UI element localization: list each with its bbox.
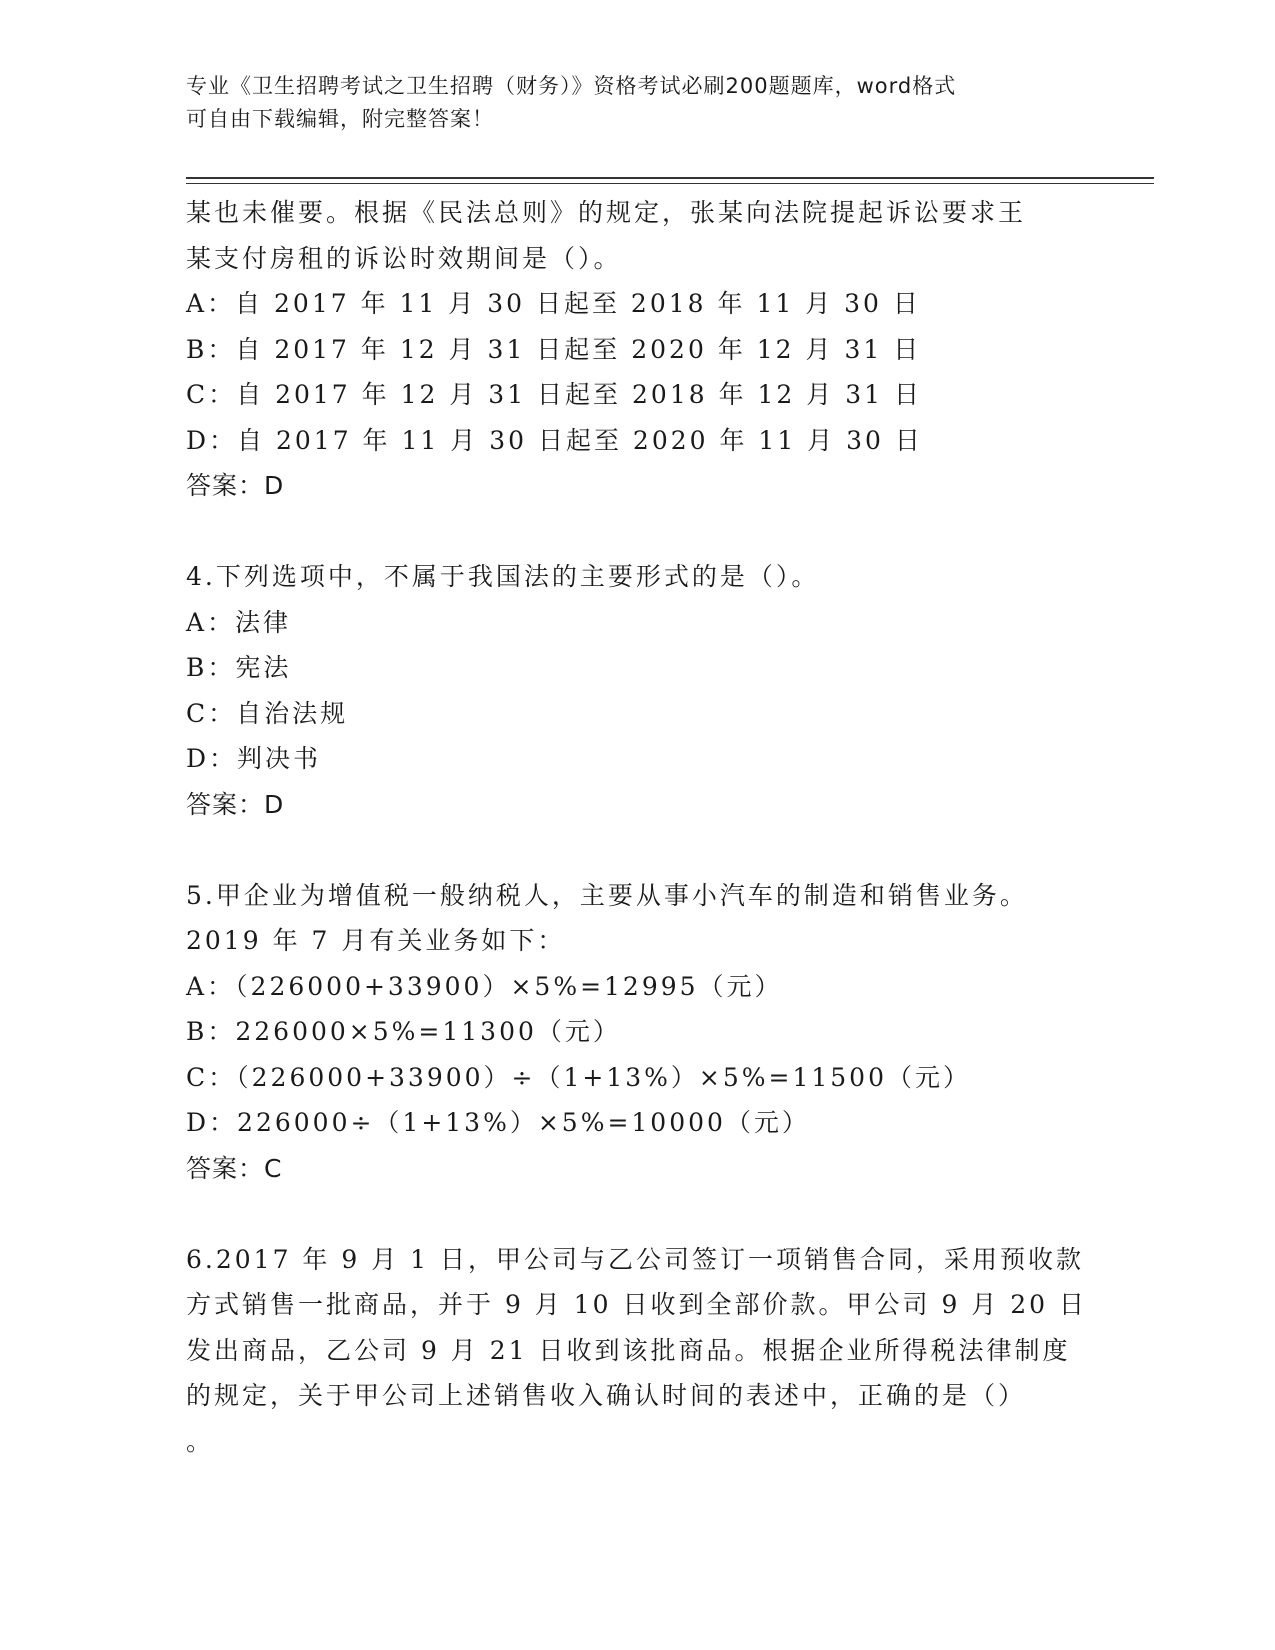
header-divider-thin (186, 183, 1154, 184)
question-6 (186, 1237, 1086, 1465)
option-b: B：宪法 (186, 653, 292, 682)
question-stem: 。 (186, 1426, 215, 1456)
question-4 (186, 554, 1086, 827)
answer-line: 答案：D (186, 471, 285, 500)
option-a: A：（226000+33900）×5%=12995（元） (186, 971, 783, 1001)
question-stem: 某也未催要。根据《民法总则》的规定，张某向法院提起诉讼要求王 (186, 198, 1027, 227)
document-body (186, 190, 1086, 1464)
option-c: C：自 2017 年 12 月 31 日起至 2018 年 12 月 31 日 (186, 380, 922, 409)
option-b: B：自 2017 年 12 月 31 日起至 2020 年 12 月 31 日 (186, 334, 922, 364)
option-d: D：226000÷（1+13%）×5%=10000（元） (186, 1108, 810, 1137)
question-stem: 发出商品，乙公司 9 月 21 日收到该批商品。根据企业所得税法律制度 (186, 1335, 1071, 1365)
spacer (186, 827, 1086, 873)
option-d: D：自 2017 年 11 月 30 日起至 2020 年 11 月 30 日 (186, 425, 923, 455)
option-a: A：自 2017 年 11 月 30 日起至 2018 年 11 月 30 日 (186, 289, 921, 318)
question-stem: 5.甲企业为增值税一般纳税人，主要从事小汽车的制造和销售业务。 (186, 880, 1028, 910)
answer-line: 答案：C (186, 1153, 283, 1183)
question-stem: 某支付房租的诉讼时效期间是（）。 (186, 243, 622, 273)
spacer (186, 1191, 1086, 1237)
option-c: C：自治法规 (186, 698, 349, 728)
question-stem: 的规定，关于甲公司上述销售收入确认时间的表述中，正确的是（） (186, 1381, 1027, 1410)
header-divider-thick (186, 177, 1154, 179)
option-d: D：判决书 (186, 744, 322, 773)
option-c: C：（226000+33900）÷（1+13%）×5%=11500（元） (186, 1062, 971, 1092)
answer-line: 答案：D (186, 789, 285, 819)
header-title-line-1: 专业《卫生招聘考试之卫生招聘（财务）》资格考试必刷200题题库，word格式 (186, 74, 957, 98)
question-stem: 2019 年 7 月有关业务如下： (186, 926, 566, 955)
question-stem: 6.2017 年 9 月 1 日，甲公司与乙公司签订一项销售合同，采用预收款 (186, 1244, 1085, 1274)
question-stem: 方式销售一批商品，并于 9 月 10 日收到全部价款。甲公司 9 月 20 日 (186, 1290, 1088, 1319)
spacer (186, 509, 1086, 555)
question-3 (186, 190, 1086, 509)
document-header (186, 70, 1076, 136)
question-5 (186, 873, 1086, 1192)
header-title-line-2: 可自由下载编辑，附完整答案！ (186, 107, 494, 131)
option-b: B：226000×5%=11300（元） (186, 1017, 621, 1046)
question-stem: 4.下列选项中，不属于我国法的主要形式的是（）。 (186, 562, 820, 591)
option-a: A：法律 (186, 607, 292, 637)
